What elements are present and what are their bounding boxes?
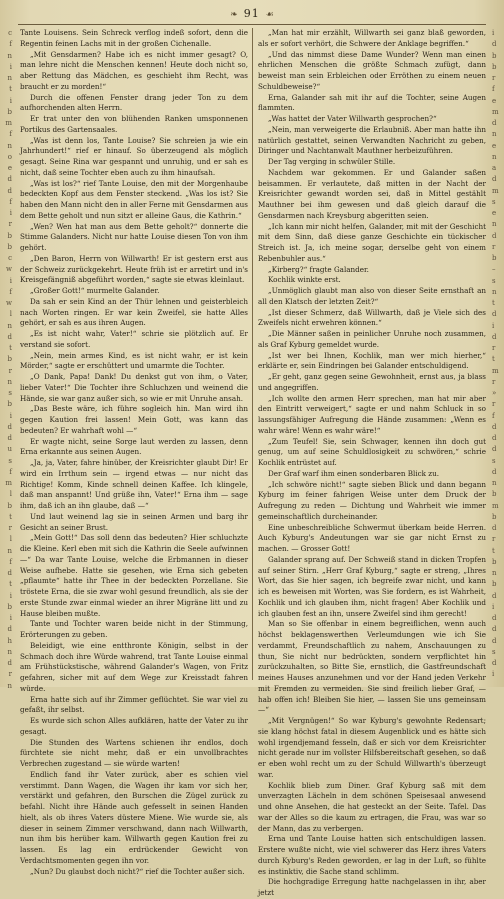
paragraph: Die Stunden des Wartens schienen ihr endlos, doch fürchtete sie nicht mehr, daß er ein unvollbrachtes Verbrechen zugestand — sie würde warten!: [20, 737, 248, 768]
paragraph: „Zum Teufel! Sie, sein Schwager, kennen ihn doch gut genug, um auf seine Schuldlosigkeit zu schwören,“ schrie Kochlik entrüstet auf.: [258, 436, 486, 467]
left-edge-fragment: c f n i n t i b m f n o e d d f i r b b c w i f w l n d t b r n s b i d d u s f m l b t r l n f d t i b i d h n d r n: [5, 29, 12, 690]
page-header: [0, 4, 504, 24]
ornament-left: ❧: [230, 10, 238, 20]
paragraph: Nachdem war gekommen. Er und Galander saßen beisammen. Er verlautete, daß mitten in der Nacht der Kreisrichter gewandt worden sei, daß in Mittel gestählt Mauthner bei ihm gewesen und daß gleich darauf die Gensdarmen nach Kreysburg abgeritten seien.: [258, 167, 486, 220]
paragraph: „Mit Vergnügen!“ So war Kyburg's gewohnte Redensart; sie klang höchst fatal in diesem Augenblick und es hätte sich wohl irgendjemand fesseln, daß er sich vor dem Kreisrichter nicht gerade nur im vollster Hilfsbereitschaft gesehen, so daß er eben wohl recht um zu der Schuld Willwarth's überzeugt war.: [258, 716, 486, 779]
paragraph: „Ich kann mir nicht helfen, Galander, mit mit der Geschicht mit dem Sinn, daß diese ganze Geschichte ein tückischer Streich ist. Ja, ich meine sogar, derselbe geht von einem Rebenbuhler aus.“: [258, 221, 486, 263]
paragraph: Der Graf warf ihm einen sonderbaren Blick zu.: [268, 468, 440, 478]
paragraph: „Großer Gott!“ murmelte Galander.: [30, 286, 160, 295]
paragraph: Man so Sie offenbar in einem begreiflichen, wenn auch höchst beklagenswerthen Verleumdungen wie ich Sie verdammt, Freundschaftlich zu nahem, Anschauungen zu thun, Sie nicht nur bedrückten, sondern verpflichtet hin zurückzuhalten, so Bitte Sie, ernstlich, die Gastfreundschaft meines Hauses anzunehmen und vor der Hand jeden Verkehr mit Fremden zu vermeiden. Sie sind freilich lieber Graf, — hab offen ich! Bleiben Sie hier, — lassen Sie uns gemeinsam —“: [258, 619, 486, 715]
paragraph: „Ich schwöre nicht!“ sagte sieben Blick und dann begann Kyburg im feiner fahrigen Weise unter dem Druck der Aufregung zu reden — Dichtung und Wahrheit wie immer gemeinschaftlich durcheinander.: [258, 479, 486, 521]
page-number: 91: [243, 7, 260, 20]
left-column: [20, 28, 248, 876]
paragraph: Durch die offenen Fenster drang jeder Ton zu dem aufhorchenden alten Herrn.: [20, 92, 248, 113]
paragraph: „Es ist nicht wahr, Vater!“ schrie sie plötzlich auf. Er verstand sie sofort.: [20, 329, 248, 349]
paragraph: „Unmöglich glaubt man also von dieser Seite ernsthaft an all den Klatsch der letzten Zeit?“: [258, 286, 486, 306]
header-rule: [18, 24, 486, 25]
paragraph: „O Dank, Papa! Dank! Du denkst gut von ihm, o Vater, lieber Vater!“ Die Tochter ihre Schluchzen und weinend die Hände, sie war ganz außer sich, so wie er mit Unruhe ansah.: [20, 372, 248, 403]
paragraph: Kochlik blieb zum Diner. Graf Kyburg saß mit dem unverzagten Lächeln in dem schönen Speisesaal anwesend und ohne Ansehen, die hat gesteckt an der Seite. Tafel. Das war der Alles so die kaum zu ertragen, die Frau, was war so der Mann, das zu verbergen.: [258, 780, 486, 833]
paragraph: Eine unbeschreibliche Schwermut überkam beide Herren. Auch Kyburg's Andeutungen war sie gar nicht Ernst zu machen. — Grosser Gott!: [258, 522, 486, 553]
paragraph: „Er geht, ganz gegen seine Gewohnheit, ernst aus, ja blass und angegriffen.: [258, 372, 486, 392]
paragraph: Es wurde sich schon Alles aufklären, hatte der Vater zu ihr gesagt.: [20, 716, 248, 736]
paragraph: „Nein, mein armes Kind, es ist nicht wahr, er ist kein Mörder,“ sagte er erschüttert und umarmte die Tochter.: [20, 350, 248, 371]
paragraph: „Mein Gott!“ Das soll denn das bedeuten? Hier schluchzte die Kleine. Kerl eben mit sich die Kathrin die Seele aufwinnen —“ Da war Tante Louise, welche die Erbmannen in dieser Weise aufhebe. Hatte sie gesehen, wie Erna sich gebeten „pflaumte“ hatte ihr Thee in der bedeckten Porzellane. Sie tröstete Erna, die sie zwar wohl gesund freundlich, als sie der erste Stunde zwar einmal wieder an ihrer Migräne litt und zu Hause bleiben mußte.: [20, 533, 248, 618]
paragraph: Galander sprang auf. Der Schweiß stand in dicken Tropfen auf seiner Stirn. „Herr Graf Kyburg,“ sagte er streng, „Ihres Wort, das Sie hier sagen, ich begreife zwar nicht, und kann ich es beweisen mit Worten, was Sie fordern, es ist Wahrheit, Kochlik und ich glauben ihm, nicht fragen! Aber Kochlik und ich glauben fest an ihn, unsere Zweifel sind ihm gerecht!: [258, 554, 486, 618]
paragraph: Er wagte nicht, seine Sorge laut werden zu lassen, denn Erna erkannte aus seinen Augen.: [20, 436, 248, 457]
right-column: [258, 28, 486, 897]
paragraph: Erna und Tante Louise hatten sich entschuldigen lassen. Erstere wußte nicht, wie viel schwerer das Herz ihres Vaters durch Kyburg's Reden geworden, er lag in der Luft, so fühlte es instinktiv, die Sache stand schlimm.: [258, 834, 486, 876]
paragraph: Endlich fand ihr Vater zurück, aber es schien viel verstimmt. Dann Wagen, die Wagen ihr kam vor sich her, verstärkt und gefahren, den Burschen die Zügel zurück zu befahl. Nicht ihre Hände auch gefesselt in seinen Handen hielt, als ob ihres Vaters düstere Miene. Wie wurde sie, als dieser in seinem Zimmer verschwand, dann nach Willwarth, nun ihm bis herüber kam. Willwarth gegen Kaution frei zu lassen. Es lag ein erdrückender Gewicht von Verdachtsmomenten gegen ihn vor.: [20, 769, 248, 865]
paragraph: „Was ist los?“ rief Tante Louise, den mit der Morgenhaube bedeckten Kopf aus dem Fenster steckend. „Was los ist? Sie haben den Mann nicht den in aller Ferne mit Gensdarmen aus dem Bette geholt und nun sitzt er alleine Gaus, die Kathrin.“: [20, 178, 248, 220]
paragraph: Kochlik winkte erst.: [268, 275, 341, 285]
paragraph: Tante Louisens. Sein Schreck verflog indeß sofort, denn die Regentin feinen Lachs mit in der großen Cichenalle.: [20, 28, 248, 48]
paragraph: „Das Beste wäre, ich führe sogleich hin. Man wird ihn gegen Kaution frei lassen! Mein Gott, was kann das bedeuten? Er wahrhaft wohl —“: [20, 404, 248, 435]
paragraph: „Mit Gensdarmen? Habe ich es nicht immer gesagt? O, man lehre nicht die Menschen kennen! Heute doch nicht so, aber Rettung das Mädchen, es geschieht ihm Recht, was braucht er zu morden!“: [20, 49, 248, 91]
ornament-right: ☙: [265, 10, 274, 20]
paragraph: Die hochgradige Erregung hatte nachgelassen in ihr, aber jetzt: [258, 877, 486, 897]
paragraph: Erna, Galander sah mit ihr auf die Tochter, seine Augen flammten.: [258, 92, 486, 113]
paragraph: Da sah er sein Kind an der Thür lehnen und geisterbleich nach Worten ringen. Er war kein Zweifel, sie hatte Alles gehört, er sah es aus ihren Augen.: [20, 296, 248, 328]
paragraph: „Die Männer saßen in peinlicher Unruhe noch zusammen, als Graf Kyburg gemeldet wurde.: [258, 329, 486, 349]
paragraph: „Man hat mir erzählt, Willwarth sei ganz blaß geworden, als er sofort verhört, die Schwere der Anklage begriffen.“: [258, 28, 486, 48]
paragraph: „Ich wollte den armen Herr sprechen, man hat mir aber den Eintritt verweigert,“ sagte er und nahm Schluck in so lassungsfähiger Aufregung die Hände zusammen: „Wenn es wahr wäre! Wenn es wahr wäre!“: [258, 393, 486, 435]
right-edge-fragment: i d b b r f e m d n e n a d m s e n d r b – s n t d i d r t m r » r f d d d s d n b m b d r t b n b d i d d d s d i: [492, 29, 499, 679]
paragraph: Der Tag verging in schwüler Stille.: [268, 157, 396, 166]
paragraph: Er trat unter den von blühenden Ranken umsponnenen Portikus des Gartensaales.: [20, 114, 248, 134]
paragraph: „Nein, man verweigerte die Erlaubniß. Aber man hatte ihn natürlich gestattet, seinen Verwandten Nachricht zu geben, Diringer und Nachtanwalt Mauthner herbeizuführen.: [258, 124, 486, 156]
paragraph: „Ist wer bei Ihnen, Kochlik, man wer mich hierher,“ erklärte er, sein Eindringen bei Galander entschuldigend.: [258, 350, 486, 371]
paragraph: Tante und Tochter waren beide nicht in der Stimmung, Erörterungen zu geben.: [20, 619, 248, 639]
paragraph: „Den Baron, Herrn von Willwarth! Er ist gestern erst aus der Schweiz zurückgekehrt. Heute früh ist er arretirt und in's Kreisgefängniß abgeführt worden,“ sagte sie etwas kleinlaut.: [20, 253, 248, 285]
paragraph: „Kirberg?“ fragte Galander.: [268, 264, 369, 274]
paragraph: „Ist dieser Schmerz, daß Willwarth, daß je Viele sich des Zweifels nicht erwehren können.“: [258, 307, 486, 328]
paragraph: Erna hatte sich auf ihr Zimmer geflüchtet. Sie war viel zu gefaßt, ihr selbst.: [20, 694, 248, 715]
paragraph: „Was hattet der Vater Willwarth gesprochen?“: [268, 114, 437, 123]
paragraph: „Was ist denn los, Tante Louise? Sie schreien ja wie ein Jahrhundert!“ rief er hinauf. So überzeugend als möglich gesagt. Seine Rina war gespannt und unruhig, und er sah es nicht, daß seine Tochter eben auch zu ihm hinaufsah.: [20, 135, 248, 177]
paragraph: „Und das nimmst diese Dame Wunder? Wenn man einen ehrlichen Menschen die größte Schmach zufügt, dann beweist man sein Erbleichen oder Erröthen zu einem neuen Schuldbeweise?“: [258, 49, 486, 91]
paragraph: „Nun? Du glaubst doch nicht?“ rief die Tochter außer sich.: [30, 866, 245, 876]
paragraph: „Wen? Wen hat man aus dem Bette geholt?“ donnerte die Stimme Galanders. Nicht nur hatte Louise diesen Ton von ihm gehört.: [20, 221, 248, 252]
column-divider: [252, 28, 253, 680]
paragraph: Und laut weinend lag sie in seinen Armen und barg ihr Gesicht an seiner Brust.: [20, 511, 248, 532]
paragraph: „Ja, ja, Vater, fahre hinüber, der Kreisrichter glaubt Dir! Er wird ein Irrthum sein — irgend etwas — nur nicht das Richtige! Komm, Kinde schnell deinen Kaffee. Ich klingele, daß man anspannt! Und grüße ihn, Vater!“ Erna ihm — sage ihm, daß ich an ihn glaube, daß —“: [20, 458, 248, 510]
paragraph: Beleidigt, wie eine entthronte Königin, selbst in der Schmach doch ihre Würde wahrend, trat Tante Louise einmal am Frühstückstische, während Galander's Wagen, von Fritz gefahren, sicher mit auf dem Wege zur Kreisstadt fahren würde.: [20, 640, 248, 693]
